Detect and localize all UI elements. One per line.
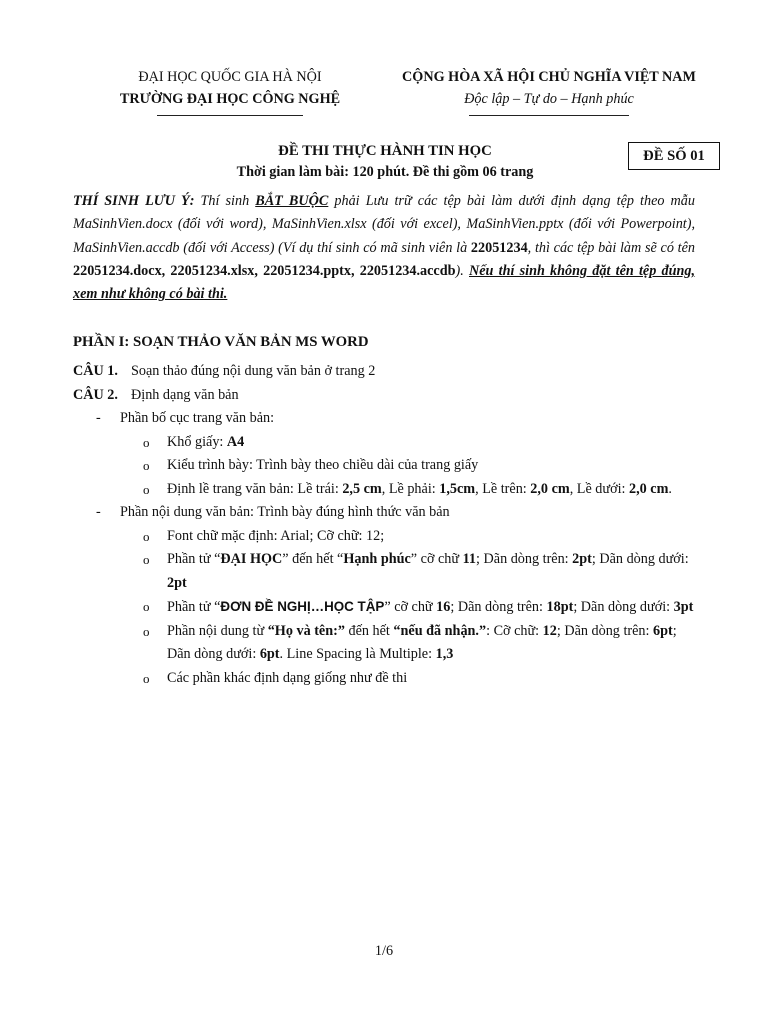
item-text: . Line Spacing là Multiple: (279, 646, 436, 662)
question-label: CÂU 2. (73, 386, 118, 403)
item-text: Phần nội dung từ (167, 622, 268, 639)
national-motto: Độc lập – Tự do – Hạnh phúc (464, 91, 634, 107)
notice-warning: Nếu thí sinh không đặt tên tệp đúng, xem như không có bài thi. (73, 262, 696, 303)
item-text: Khổ giấy: (167, 433, 227, 450)
title-block (150, 141, 620, 183)
motto-divider (469, 115, 629, 116)
item-bold: 12 (542, 622, 557, 639)
item-text: , Lề phải: (381, 480, 440, 497)
item-bold: Hạnh phúc (343, 551, 411, 567)
university-name: ĐẠI HỌC QUỐC GIA HÀ NỘI (138, 69, 322, 85)
header-divider (157, 115, 303, 116)
item-bold: 2pt (572, 551, 592, 567)
item-text: ” cỡ chữ (410, 551, 463, 567)
notice-text: Thí sinh (194, 193, 256, 209)
item-bold: 1,3 (435, 646, 454, 662)
item-text: ; Dãn dòng dưới: (591, 551, 689, 567)
item-text: Định lề trang văn bản: Lề trái: (167, 480, 343, 497)
item-text: , Lề trên: (475, 480, 531, 497)
orientation-item: o Kiểu trình bày: Trình bày theo chiều dài của trang giấy (73, 454, 697, 478)
notice-required: BẮT BUỘC (255, 193, 329, 209)
margin-left-value: 2,5 cm (342, 480, 382, 497)
part-1 (73, 330, 697, 690)
paper-size-value: A4 (226, 433, 245, 450)
national-header (372, 66, 726, 116)
title-format-item (73, 595, 697, 620)
item-bold: 6pt (652, 622, 673, 639)
item-bold: 11 (462, 551, 477, 567)
item-bold: 3pt (673, 599, 694, 615)
item-bold: 18pt (546, 599, 574, 615)
item-bold: “nếu đã nhận.” (393, 622, 487, 639)
item-bold: ĐẠI HỌC (220, 551, 283, 567)
question-1 (73, 360, 697, 384)
layout-item: - Phần bố cục trang văn bản: (73, 407, 697, 431)
section-heading: PHẦN I: SOẠN THẢO VĂN BẢN MS WORD (73, 334, 369, 350)
item-bold: ĐƠN ĐỀ NGHỊ…HỌC TẬP (220, 599, 385, 614)
student-id-example: 22051234 (470, 239, 528, 256)
page-number: 1/6 (374, 943, 394, 959)
margin-right-value: 1,5cm (439, 480, 476, 497)
item-text: ; Dãn dòng trên: (450, 599, 547, 615)
country-name: CỘNG HÒA XÃ HỘI CHỦ NGHĨA VIỆT NAM (402, 69, 696, 85)
item-text: ; Dãn dòng trên: (556, 622, 653, 639)
other-format-item: o Các phần khác định dạng giống như đề thi (73, 667, 697, 691)
margin-top-value: 2,0 cm (530, 480, 570, 497)
exam-duration: Thời gian làm bài: 120 phút. Đề thi gồm 06 trang (236, 164, 534, 180)
margin-bottom-value: 2,0 cm (629, 480, 669, 497)
school-name: TRƯỜNG ĐẠI HỌC CÔNG NGHỆ (119, 91, 341, 107)
notice-text: phải Lưu trữ các tệp bài làm dưới định dạng tệp theo mẫu MaSinhVien.docx (đối với word), MaSinhVien.xlsx (đối với excel), MaSinhVien.pptx (đối với Powerpoint), MaSinhVien.accdb (đối với Access) (Ví dụ thí sinh có mã sinh viên là (73, 193, 695, 256)
item-text: . (668, 480, 672, 497)
item-text: : Cỡ chữ: (486, 622, 543, 639)
item-text: Phần tử “ (167, 599, 221, 615)
item-bold: “Họ và tên:” (267, 622, 345, 639)
paper-size-item (73, 431, 697, 455)
item-bold: 6pt (259, 646, 280, 662)
notice-text: ). (455, 262, 469, 279)
item-text: ” đến hết “ (282, 551, 344, 567)
item-text: , Lề dưới: (569, 480, 630, 497)
item-bold: 2pt (167, 574, 187, 591)
question-label: CÂU 1. (73, 363, 118, 379)
notice-text: , thì các tệp bài làm sẽ có tên (527, 239, 696, 256)
candidate-notice (73, 190, 695, 306)
question-text: Soạn thảo đúng nội dung văn bản ở trang 2 (131, 363, 376, 379)
item-text: đến hết (344, 622, 394, 639)
item-text: ; Dãn dòng dưới: (167, 622, 677, 662)
item-text: Phần tử “ (167, 551, 221, 567)
header-format-item (73, 548, 697, 595)
question-2 (73, 384, 697, 408)
item-text: ; Dãn dòng dưới: (573, 599, 674, 615)
content-item: - Phần nội dung văn bản: Trình bày đúng hình thức văn bản (73, 501, 697, 525)
item-text: ” cỡ chữ (384, 599, 437, 615)
notice-lead: THÍ SINH LƯU Ý: (73, 193, 195, 209)
file-names-example: 22051234.docx, 22051234.xlsx, 22051234.pptx, 22051234.accdb (73, 262, 456, 279)
margins-item (73, 478, 697, 502)
question-text: Định dạng văn bản (131, 386, 239, 403)
item-text: ; Dãn dòng trên: (476, 551, 573, 567)
default-font-item: o Font chữ mặc định: Arial; Cỡ chữ: 12; (73, 525, 697, 549)
body-format-item (73, 620, 697, 667)
exam-code-box: ĐỀ SỐ 01 (628, 142, 720, 170)
item-bold: 16 (436, 599, 451, 615)
university-header (102, 66, 358, 116)
exam-title: ĐỀ THI THỰC HÀNH TIN HỌC (278, 143, 492, 159)
